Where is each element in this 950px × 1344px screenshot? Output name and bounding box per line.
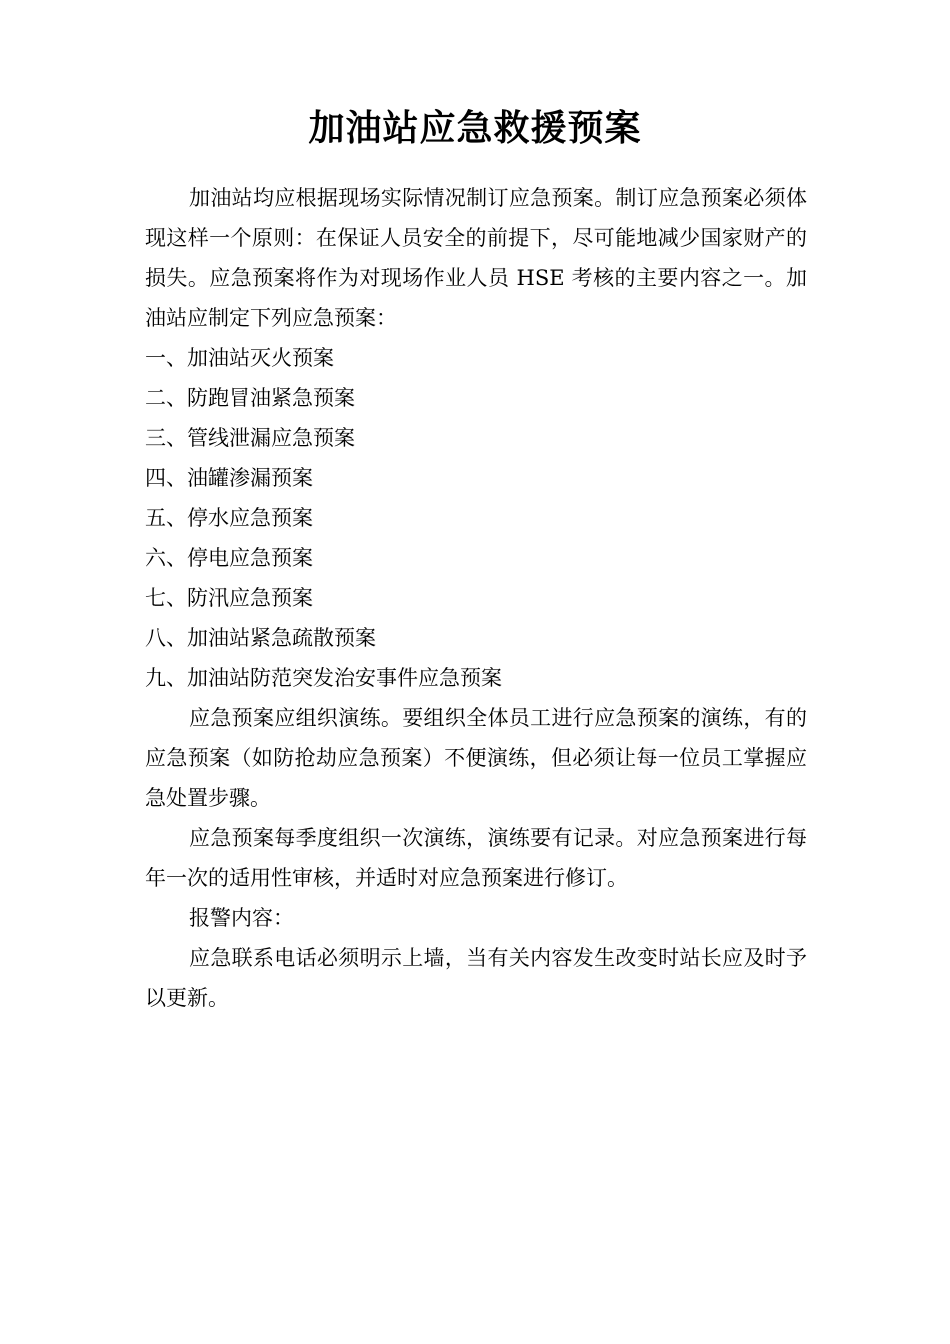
plan-item-1: 一、加油站灭火预案 [145, 346, 334, 370]
plan-item-6: 六、停电应急预案 [145, 546, 313, 570]
document-body [145, 178, 807, 1018]
alarm-heading: 报警内容： [189, 906, 294, 930]
intro-paragraph: 加油站均应根据现场实际情况制订应急预案。制订应急预案必须体现这样一个原则：在保证人员安全的前提下，尽可能地减少国家财产的损失。应急预案将作为对现场作业人员 HSE 考核的主要内容之一。加油站应制定下列应急预案： [145, 186, 807, 330]
drill-paragraph: 应急预案应组织演练。要组织全体员工进行应急预案的演练，有的应急预案（如防抢劫应急预案）不便演练，但必须让每一位员工掌握应急处置步骤。 [145, 706, 807, 810]
alarm-paragraph: 应急联系电话必须明示上墙，当有关内容发生改变时站长应及时予以更新。 [145, 946, 807, 1010]
plan-item-5: 五、停水应急预案 [145, 506, 313, 530]
plan-item-7: 七、防汛应急预案 [145, 586, 313, 610]
plan-item-2: 二、防跑冒油紧急预案 [145, 386, 355, 410]
plan-item-9: 九、加油站防范突发治安事件应急预案 [145, 666, 502, 690]
plan-item-3: 三、管线泄漏应急预案 [145, 426, 355, 450]
plan-item-8: 八、加油站紧急疏散预案 [145, 626, 376, 650]
plan-item-4: 四、油罐渗漏预案 [145, 466, 313, 490]
document-title: 加油站应急救援预案 [308, 108, 642, 149]
review-paragraph: 应急预案每季度组织一次演练，演练要有记录。对应急预案进行每年一次的适用性审核，并适时对应急预案进行修订。 [145, 826, 807, 890]
